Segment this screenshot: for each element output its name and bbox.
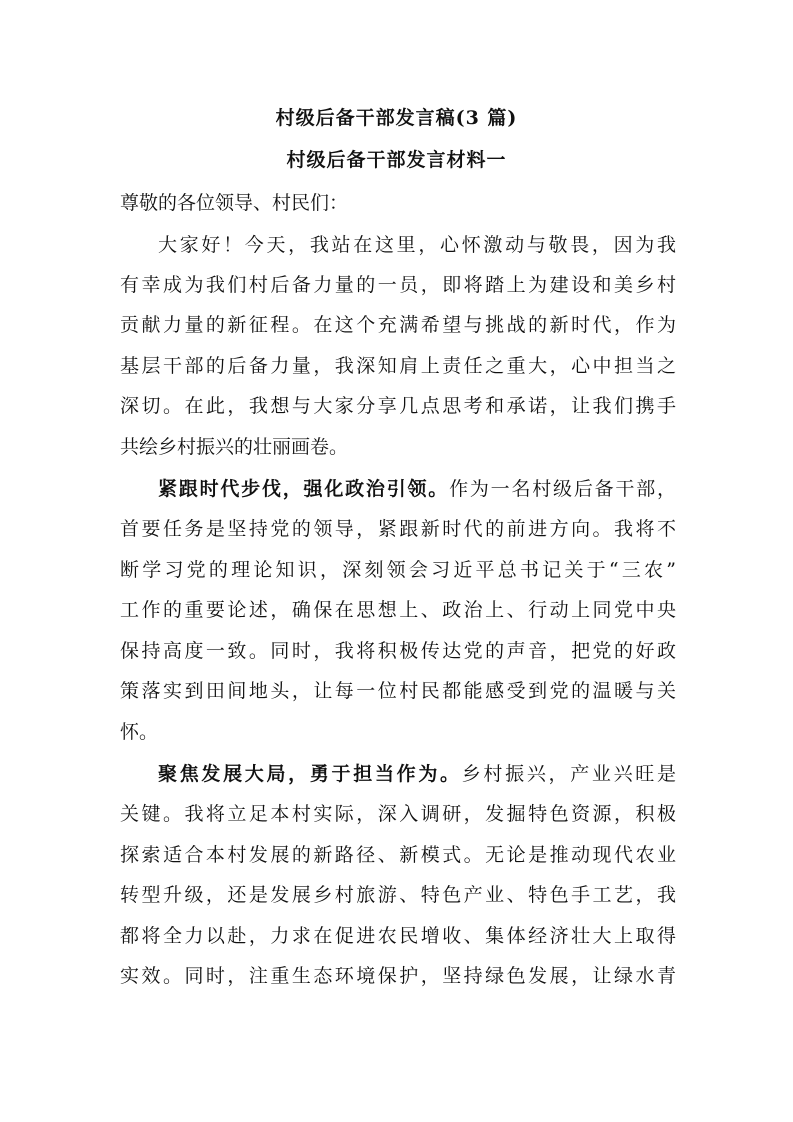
- document-title: 村级后备干部发言稿(3 篇): [275, 107, 518, 129]
- paragraph-line: 大家好！今天，我站在这里，心怀激动与敬畏，因为我: [158, 234, 676, 256]
- paragraph-first-line: [158, 474, 676, 504]
- paragraph-line: 工作的重要论述，确保在思想上、政治上、行动上同党中央: [120, 599, 676, 621]
- paragraph-heading: 紧跟时代步伐，强化政治引领。: [158, 478, 450, 500]
- paragraph-line: 基层干部的后备力量，我深知肩上责任之重大，心中担当之: [120, 355, 676, 377]
- paragraph-line: 关键。我将立足本村实际，深入调研，发掘特色资源，积极: [120, 803, 676, 825]
- paragraph-line: 贡献力量的新征程。在这个充满希望与挑战的新时代，作为: [120, 314, 676, 336]
- paragraph-line: 转型升级，还是发展乡村旅游、特色产业、特色手工艺，我: [120, 884, 676, 906]
- paragraph-line: 深切。在此，我想与大家分享几点思考和承诺，让我们携手: [120, 395, 676, 417]
- paragraph-line: 都将全力以赴，力求在促进农民增收、集体经济壮大上取得: [120, 925, 676, 947]
- paragraph-line: 实效。同时，注重生态环境保护，坚持绿色发展，让绿水青: [120, 965, 676, 987]
- document-subtitle: 村级后备干部发言材料一: [286, 149, 507, 171]
- salutation: 尊敬的各位领导、村民们：: [120, 192, 349, 214]
- paragraph-line: 断学习党的理论知识，深刻领会习近平总书记关于“三农”: [120, 559, 676, 581]
- paragraph-line: 策落实到田间地头，让每一位村民都能感受到党的温暖与关: [120, 680, 676, 702]
- paragraph-line: 共绘乡村振兴的壮丽画卷。: [120, 436, 349, 458]
- paragraph-line: 有幸成为我们村后备力量的一员，即将踏上为建设和美乡村: [120, 274, 676, 296]
- paragraph-line: 保持高度一致。同时，我将积极传达党的声音，把党的好政: [120, 640, 676, 662]
- paragraph-line: 怀。: [120, 721, 159, 743]
- paragraph-heading: 聚焦发展大局，勇于担当作为。: [158, 763, 462, 785]
- paragraph-first-line: [158, 759, 676, 789]
- paragraph-line: 首要任务是坚持党的领导，紧跟新时代的前进方向。我将不: [120, 518, 676, 540]
- paragraph-line: 探索适合本村发展的新路径、新模式。无论是推动现代农业: [120, 844, 676, 866]
- paragraph-text: 作为一名村级后备干部，: [449, 478, 676, 500]
- paragraph-text: 乡村振兴，产业兴旺是: [461, 763, 676, 785]
